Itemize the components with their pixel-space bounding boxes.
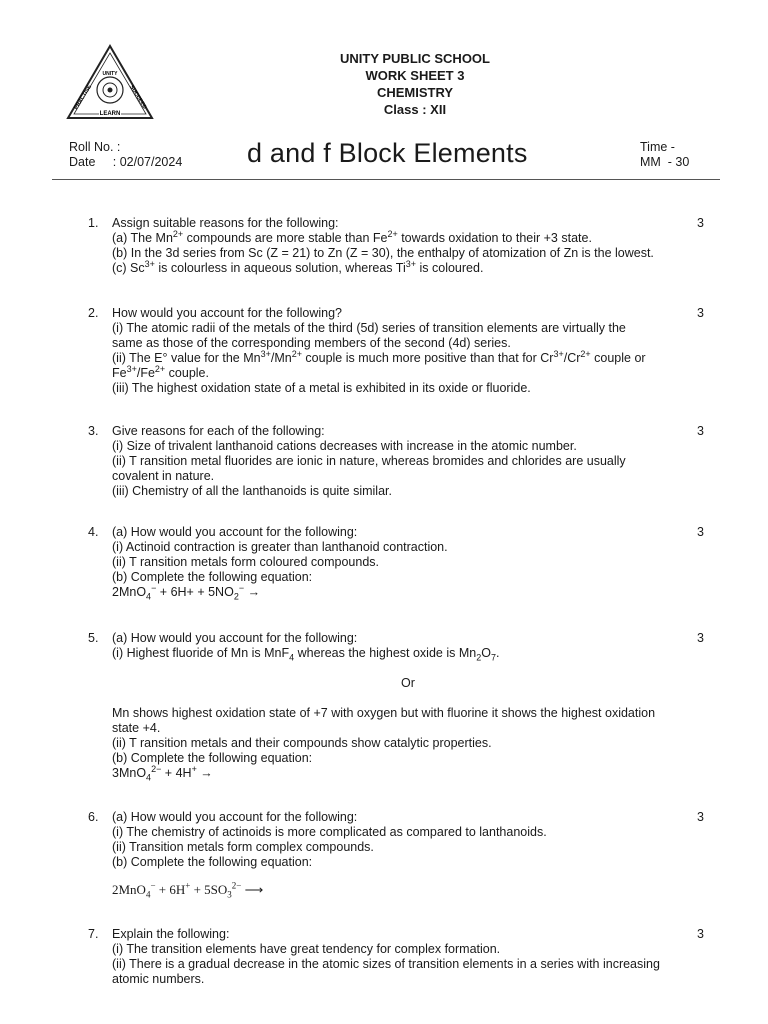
question-number: 1. bbox=[88, 216, 99, 230]
question-line: (a) The $Mn^{2+}$ compounds are more stable than $Fe^{2+}$ towards oxidation to their +3 state. bbox=[112, 228, 592, 245]
question-line: (iii) The highest oxidation state of a metal is exhibited in its oxide or fluoride. bbox=[112, 381, 531, 395]
max-marks-label: MM - 30 bbox=[640, 155, 690, 169]
question-number: 2. bbox=[88, 306, 99, 320]
question-7 bbox=[88, 927, 704, 987]
question-line: atomic numbers. bbox=[112, 972, 205, 986]
question-line: (ii) T ransition metals and their compounds show catalytic properties. bbox=[112, 736, 492, 750]
question-marks: 3 bbox=[697, 631, 704, 645]
question-number: 4. bbox=[88, 525, 99, 539]
question-1 bbox=[88, 216, 704, 276]
question-body bbox=[112, 927, 704, 987]
question-number: 7. bbox=[88, 927, 99, 941]
equation-image: $2MnO_4^- + 6H^+ + 5SO_3^{2-}$ ⟶ bbox=[112, 880, 264, 900]
roll-no-label: Roll No. : bbox=[69, 140, 121, 154]
question-body bbox=[112, 810, 704, 900]
question-5 bbox=[88, 631, 704, 781]
header-divider bbox=[52, 179, 720, 180]
svg-text:PRACTISE: PRACTISE bbox=[73, 84, 94, 111]
question-marks: 3 bbox=[697, 927, 704, 941]
question-line: Explain the following: bbox=[112, 927, 230, 941]
question-number: 3. bbox=[88, 424, 99, 438]
question-line: (i) The chemistry of actinoids is more complicated as compared to lanthanoids. bbox=[112, 825, 547, 839]
question-body bbox=[112, 631, 704, 781]
or-separator: Or bbox=[401, 676, 415, 690]
question-line: (i) Highest fluoride of Mn is MnF$_4$ whereas the highest oxide is $Mn_2O_7$. bbox=[112, 646, 500, 663]
question-marks: 3 bbox=[697, 424, 704, 438]
question-marks: 3 bbox=[697, 216, 704, 230]
question-line: (ii) There is a gradual decrease in the atomic sizes of transition elements in a series with increasing bbox=[112, 957, 660, 971]
roll-date-block bbox=[69, 140, 182, 170]
svg-text:LEARN: LEARN bbox=[99, 111, 121, 117]
question-line: (ii) T ransition metals form coloured compounds. bbox=[112, 555, 380, 569]
question-line: Give reasons for each of the following: bbox=[112, 424, 325, 438]
question-line: (i) The atomic radii of the metals of the third (5d) series of transition elements are virtually the bbox=[112, 321, 626, 335]
question-number: 5. bbox=[88, 631, 99, 645]
question-line: (a) How would you account for the following: bbox=[112, 631, 358, 645]
svg-text:UNITY: UNITY bbox=[102, 71, 118, 77]
school-name: UNITY PUBLIC SCHOOL bbox=[340, 51, 490, 66]
question-6 bbox=[88, 810, 704, 900]
question-4 bbox=[88, 525, 704, 600]
time-label: Time - bbox=[640, 140, 675, 154]
question-line: Mn shows highest oxidation state of +7 with oxygen but with fluorine it shows the highest oxidation bbox=[112, 706, 656, 720]
question-line: (ii) T ransition metal fluorides are ionic in nature, whereas bromides and chlorides are usually bbox=[112, 454, 626, 468]
question-body bbox=[112, 216, 704, 276]
question-line: (a) How would you account for the following: bbox=[112, 810, 358, 824]
school-logo bbox=[66, 44, 154, 122]
question-line: (c) $Sc^{3+}$ is colourless in aqueous solution, whereas $Ti^{3+}$ is coloured. bbox=[112, 258, 484, 275]
question-number: 6. bbox=[88, 810, 99, 824]
question-line: (b) In the 3d series from Sc (Z = 21) to Zn (Z = 30), the enthalpy of atomization of Zn is the lowest. bbox=[112, 246, 654, 260]
question-line: (ii) The E° value for the $Mn^{3+}/Mn^{2+}$ couple is much more positive than that for $Cr^{3+}/Cr^{2+}$ couple or bbox=[112, 348, 646, 365]
question-2 bbox=[88, 306, 704, 396]
question-line: (ii) Transition metals form complex compounds. bbox=[112, 840, 374, 854]
question-line: $Fe^{3+}/Fe^{2+}$ couple. bbox=[112, 363, 209, 380]
date-label: Date : 02/07/2024 bbox=[69, 155, 183, 169]
svg-text:SUCCEED: SUCCEED bbox=[128, 84, 148, 111]
question-body bbox=[112, 306, 704, 396]
question-line: (a) How would you account for the following: bbox=[112, 525, 358, 539]
question-marks: 3 bbox=[697, 306, 704, 320]
question-line: covalent in nature. bbox=[112, 469, 215, 483]
question-line: (i) Actinoid contraction is greater than lanthanoid contraction. bbox=[112, 540, 448, 554]
question-line: same as those of the corresponding members of the second (4d) series. bbox=[112, 336, 511, 350]
time-marks-block bbox=[640, 140, 689, 170]
question-line: (i) Size of trivalent lanthanoid cations decreases with increase in the atomic number. bbox=[112, 439, 577, 453]
question-line: state +4. bbox=[112, 721, 161, 735]
question-line: (b) Complete the following equation: bbox=[112, 751, 313, 765]
question-line: (iii) Chemistry of all the lanthanoids is quite similar. bbox=[112, 484, 392, 498]
question-line: (i) The transition elements have great tendency for complex formation. bbox=[112, 942, 501, 956]
question-line: (b) Complete the following equation: bbox=[112, 855, 313, 869]
subject-label: CHEMISTRY bbox=[376, 85, 454, 100]
school-heading bbox=[250, 50, 580, 118]
question-marks: 3 bbox=[697, 525, 704, 539]
question-line: (b) Complete the following equation: bbox=[112, 570, 313, 584]
question-marks: 3 bbox=[697, 810, 704, 824]
question-line: 3MnO$_4^{2-}$ + 4H+ → bbox=[112, 763, 213, 783]
question-line: How would you account for the following? bbox=[112, 306, 342, 320]
page-title: d and f Block Elements bbox=[247, 138, 528, 168]
class-label: Class : XII bbox=[383, 102, 447, 117]
question-line: Assign suitable reasons for the following: bbox=[112, 216, 339, 230]
question-3 bbox=[88, 424, 704, 499]
question-body bbox=[112, 525, 704, 600]
question-line: $2MnO_4^- + 6H+ + 5NO_2^-$ → bbox=[112, 582, 261, 602]
worksheet-label: WORK SHEET 3 bbox=[365, 68, 465, 83]
question-body bbox=[112, 424, 704, 499]
